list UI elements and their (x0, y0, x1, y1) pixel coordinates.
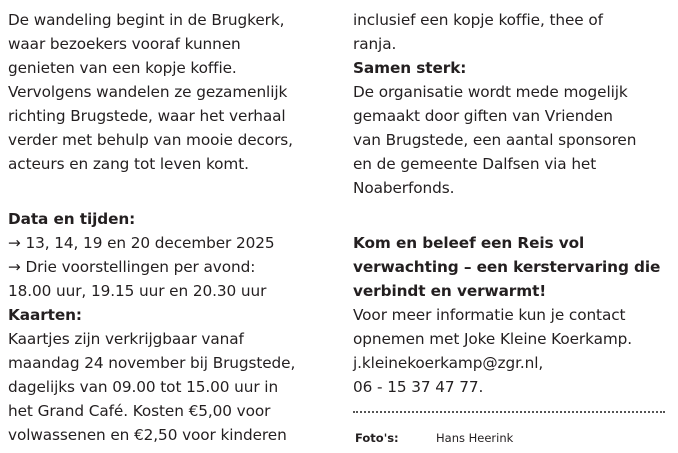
tickets-heading: Kaarten: (8, 306, 82, 324)
dates-line: → Drie voorstellingen per avond: (8, 258, 256, 276)
intro-line: richting Brugstede, waar het verhaal (8, 107, 286, 125)
dates-line: → 13, 14, 19 en 20 december 2025 (8, 234, 275, 252)
sponsors-line: Noaberfonds. (353, 179, 455, 197)
intro-line: verder met behulp van mooie decors, (8, 131, 293, 149)
tickets-line: dagelijks van 09.00 tot 15.00 uur in (8, 378, 279, 396)
sponsors-heading: Samen sterk: (353, 59, 467, 77)
callout-line: Kom en beleef een Reis vol (353, 234, 585, 252)
photo-credit-label: Foto's: (355, 431, 399, 445)
intro-line: De wandeling begint in de Brugkerk, (8, 11, 285, 29)
tickets-line: het Grand Café. Kosten €5,00 voor (8, 402, 271, 420)
intro-line: genieten van een kopje koffie. (8, 59, 237, 77)
dotted-divider (353, 411, 665, 413)
sponsors-line: van Brugstede, een aantal sponsoren (353, 131, 637, 149)
callout-line: verbindt en verwarmt! (353, 282, 547, 300)
tickets-line: Kaartjes zijn verkrijgbaar vanaf (8, 330, 244, 348)
contact-line: opnemen met Joke Kleine Koerkamp. (353, 330, 633, 348)
continuation-line: ranja. (353, 35, 397, 53)
photo-credit-name: Hans Heerink (436, 431, 514, 445)
contact-email[interactable]: j.kleinekoerkamp@zgr.nl, (353, 354, 544, 372)
tickets-line: maandag 24 november bij Brugstede, (8, 354, 296, 372)
continuation-line: inclusief een kopje koffie, thee of (353, 11, 603, 29)
intro-line: Vervolgens wandelen ze gezamenlijk (8, 83, 288, 101)
sponsors-line: en de gemeente Dalfsen via het (353, 155, 597, 173)
dates-heading: Data en tijden: (8, 210, 136, 228)
dates-line: 18.00 uur, 19.15 uur en 20.30 uur (8, 282, 267, 300)
intro-line: acteurs en zang tot leven komt. (8, 155, 249, 173)
callout-line: verwachting – een kerstervaring die (353, 258, 661, 276)
tickets-line: volwassenen en €2,50 voor kinderen (8, 426, 287, 444)
sponsors-line: gemaakt door giften van Vrienden (353, 107, 613, 125)
intro-line: waar bezoekers vooraf kunnen (8, 35, 241, 53)
contact-line: Voor meer informatie kun je contact (353, 306, 626, 324)
sponsors-line: De organisatie wordt mede mogelijk (353, 83, 628, 101)
contact-phone[interactable]: 06 - 15 37 47 77. (353, 378, 484, 396)
